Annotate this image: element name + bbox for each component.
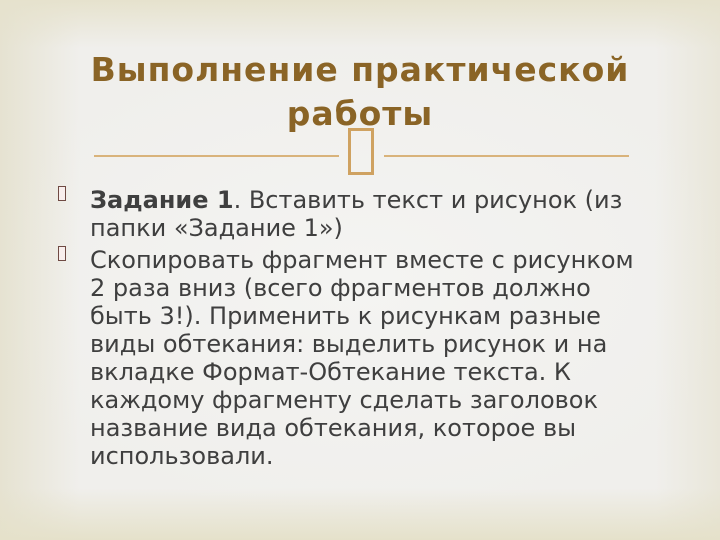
bullet-text-line <box>90 186 622 214</box>
bullet-text <box>90 186 622 242</box>
bullet-text-line: 2 раза вниз (всего фрагментов должно <box>90 274 591 302</box>
bullet-text <box>90 246 634 470</box>
bullet-bold-text: Задание 1 <box>90 186 234 214</box>
ornament-rectangle-icon <box>348 128 374 175</box>
bullet-text-line: название вида обтекания, которое вы <box>90 414 577 442</box>
bullet-text-line: Скопировать фрагмент вместе с рисунком <box>90 246 634 274</box>
bullet-text-line: каждому фрагменту сделать заголовок <box>90 386 598 414</box>
bullet-line-text: . Вставить текст и рисунок (из <box>233 186 623 214</box>
slide-body <box>57 186 657 470</box>
bullet-text-line: использовали. <box>90 442 274 470</box>
title-divider-line-left <box>94 155 339 157</box>
bullet-text-line: вкладке Формат-Обтекание текста. К <box>90 358 571 386</box>
bullet-item <box>57 186 657 242</box>
bullet-text-line: папки «Задание 1») <box>90 214 343 242</box>
bullet-text-line: виды обтекания: выделить рисунок и на <box>90 330 608 358</box>
bullet-text-line: быть 3!). Применить к рисункам разные <box>90 302 601 330</box>
bullet-item <box>57 246 657 470</box>
title-divider-line-right <box>384 155 629 157</box>
bullet-marker-icon <box>58 186 66 201</box>
slide-title: Выполнение практической работы <box>90 50 630 133</box>
bullet-marker-icon <box>58 246 66 261</box>
